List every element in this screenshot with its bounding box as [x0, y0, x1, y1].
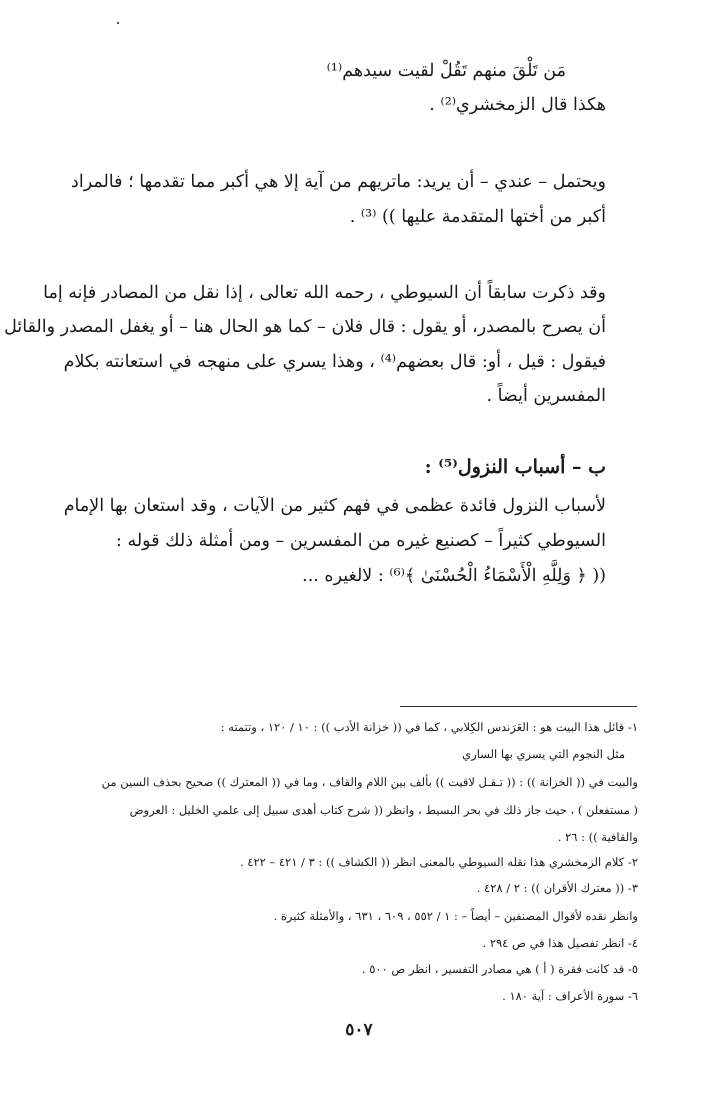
- quran-quote-line: (( ﴿ وَلِلَّهِ الْأَسْمَاءُ الْحُسْنَىٰ ﴾⁽⁶⁾ : لالغيره ...: [302, 566, 606, 586]
- body-line: المفسرين أيضاً .: [486, 386, 606, 406]
- poem-verse-line: مَن تَلْقَ منهم تَقُلْ لقيت سيدهم⁽¹⁾: [326, 61, 566, 81]
- footnote-line: والبيت في (( الخزانة )) : (( تـقـل لاقيت )) بألف بين اللام والقاف ، وما في (( المعترك )) صحيح بحذف السين من: [101, 775, 638, 789]
- body-line: أن يصرح بالمصدر، أو يقول : قال فلان – كما هو الحال هنا – أو يغفل المصدر والقائل: [4, 317, 606, 337]
- body-line: السيوطي كثيراً – كصنيع غيره من المفسرين – ومن أمثلة ذلك قوله :: [116, 531, 606, 551]
- footnote-line: مثل النجوم التي يسري بها الساري: [462, 747, 625, 761]
- footnote-separator: [400, 706, 637, 707]
- footnote-line: ٢- كلام الزمخشري هذا نقله السيوطي بالمعنى انظر (( الكشاف )) : ٣ / ٤٢١ – ٤٢٢ .: [239, 855, 638, 869]
- body-line: لأسباب النزول فائدة عظمى في فهم كثير من الآيات ، وقد استعان بها الإمام: [63, 496, 606, 516]
- body-line: فيقول : قيل ، أو: قال بعضهم⁽⁴⁾ ، وهذا يسري على منهجه في استعانته بكلام: [63, 352, 606, 372]
- scan-mark: [117, 22, 119, 24]
- footnote-line: ٥- قد كانت فقرة ( أ ) هي مصادر التفسير ، انظر ص ٥٠٠ .: [361, 962, 638, 976]
- body-line: هكذا قال الزمخشري⁽²⁾ .: [429, 95, 606, 115]
- footnote-line: ( مستفعلن ) ، حيث جاز ذلك في بحر البسيط ، وانظر (( شرح كتاب أهدى سبيل إلى علمي الخليل : العروض: [129, 803, 638, 817]
- footnote-line: وانظر نقده لأقوال المصنفين – أيضاً – : ١ / ٥٥٢ ، ٦٠٩ ، ٦٣١ ، والأمثلة كثيرة .: [273, 909, 638, 923]
- section-heading: ب – أسباب النزول⁽⁵⁾ :: [424, 456, 606, 478]
- page-number: ٥٠٧: [345, 1020, 373, 1040]
- footnote-line: ٦- سورة الأعراف : آية ١٨٠ .: [502, 989, 638, 1003]
- footnote-line: ١- قائل هذا البيت هو : العَرَندس الكِلابي ، كما في (( خزانة الأدب )) : ١٠ / ١٢٠ ، وتتمته :: [220, 720, 638, 734]
- body-line: أكبر من أختها المتقدمة عليها )) ⁽³⁾ .: [349, 207, 606, 227]
- body-line: وقد ذكرت سابقاً أن السيوطي ، رحمه الله تعالى ، إذا نقل من المصادر فإنه إما: [43, 283, 606, 303]
- footnote-line: ٤- انظر تفصيل هذا في ص ٢٩٤ .: [482, 936, 638, 950]
- body-line: ويحتمل – عندي – أن يريد: ماتريهم من آية إلا هي أكبر مما تقدمها ؛ فالمراد: [71, 172, 606, 192]
- footnote-line: ٣- (( معترك الأقران )) : ٢ / ٤٢٨ .: [476, 881, 638, 895]
- footnote-line: والقافية )) : ٢٦ .: [557, 830, 638, 844]
